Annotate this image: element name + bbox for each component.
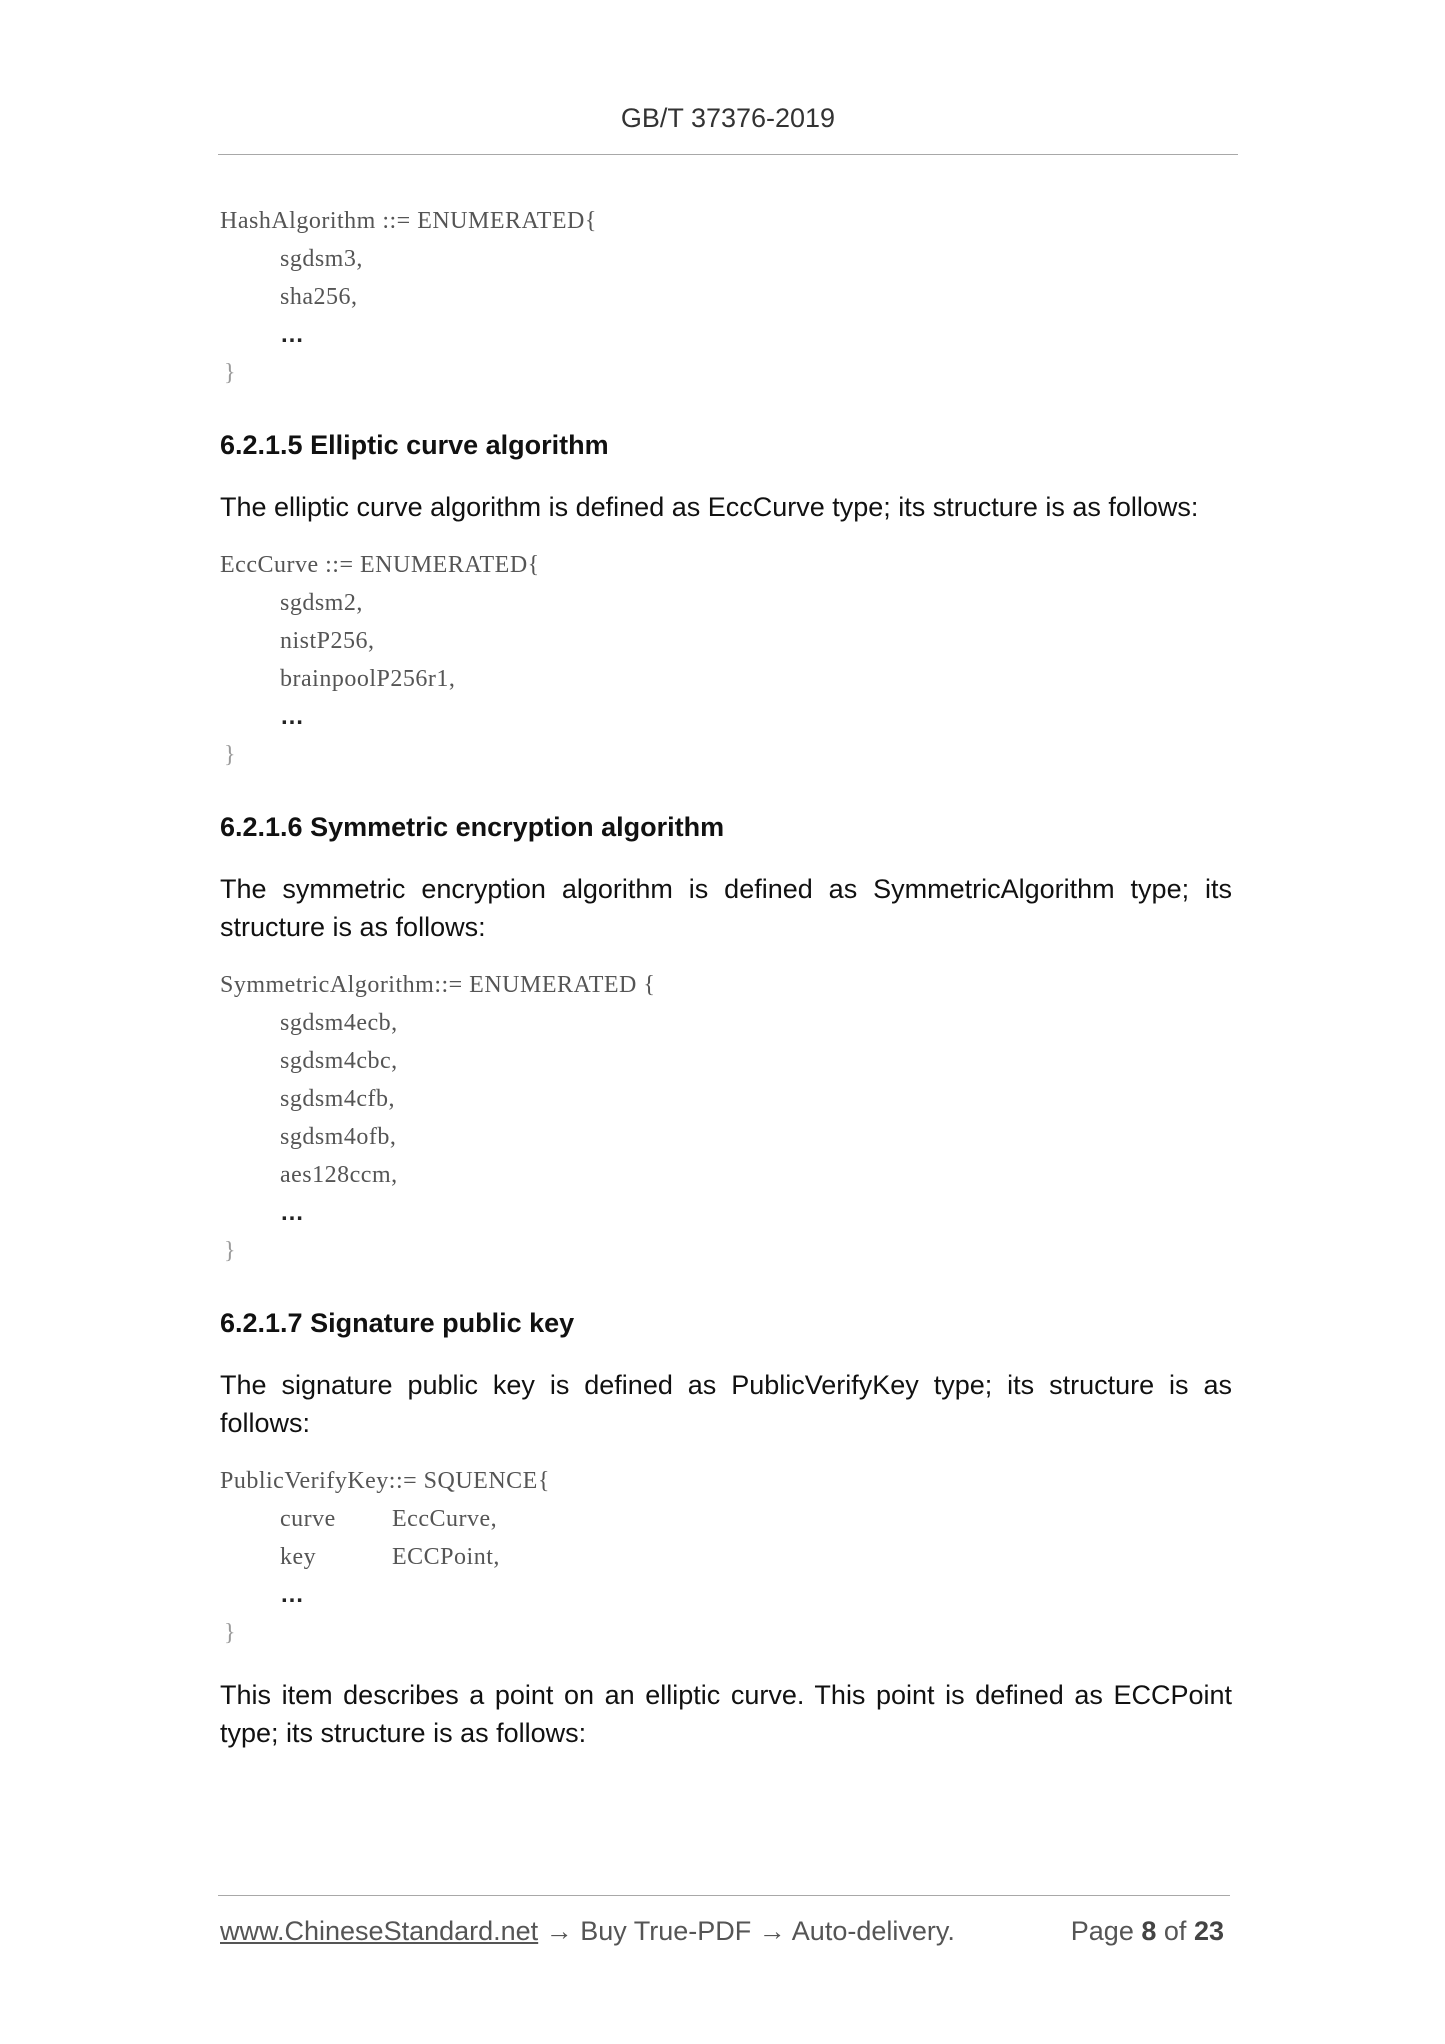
- hash-algorithm-code: [220, 202, 1232, 392]
- section-heading: 6.2.1.7 Signature public key: [220, 1308, 575, 1338]
- code-item: sgdsm4cbc,: [280, 1048, 398, 1074]
- code-field: [220, 1538, 1232, 1576]
- code-item: sgdsm4ofb,: [280, 1124, 397, 1150]
- code-item: sgdsm3,: [280, 246, 363, 272]
- code-item: sgdsm4ecb,: [280, 1010, 398, 1036]
- code-item: sha256,: [280, 284, 358, 310]
- arrow-icon: →: [545, 1916, 573, 1946]
- code-close-brace: }: [224, 1620, 237, 1646]
- code-declaration: EccCurve ::= ENUMERATED{: [220, 552, 540, 578]
- code-declaration: HashAlgorithm ::= ENUMERATED{: [220, 208, 597, 234]
- ecc-curve-code: [220, 546, 1232, 774]
- buy-text: Buy True-PDF: [580, 1916, 752, 1946]
- field-type: ECCPoint,: [392, 1544, 500, 1570]
- code-field: [220, 1500, 1232, 1538]
- of-label: of: [1163, 1916, 1187, 1946]
- code-close-brace: }: [224, 1238, 237, 1264]
- code-item: brainpoolP256r1,: [280, 666, 456, 692]
- field-type: EccCurve,: [392, 1506, 498, 1532]
- code-declaration: SymmetricAlgorithm::= ENUMERATED {: [220, 972, 656, 998]
- field-name: curve: [280, 1506, 336, 1532]
- page-number: 8: [1141, 1916, 1157, 1946]
- website-link[interactable]: www.ChineseStandard.net: [220, 1916, 539, 1946]
- header-divider: [218, 154, 1238, 155]
- delivery-text: Auto-delivery.: [791, 1916, 955, 1946]
- code-ellipsis: …: [280, 321, 306, 348]
- arrow-icon: →: [758, 1916, 786, 1946]
- section-paragraph: This item describes a point on an elliptic curve. This point is defined as ECCPoint type; its structure is as follows:: [220, 1680, 1232, 1748]
- page-indicator: [1071, 1912, 1224, 1950]
- code-item: sgdsm4cfb,: [280, 1086, 395, 1112]
- section-paragraph: The signature public key is defined as PublicVerifyKey type; its structure is as follows:: [220, 1370, 1232, 1438]
- page-content: [220, 202, 1232, 1772]
- code-item: aes128ccm,: [280, 1162, 398, 1188]
- footer-divider: [218, 1895, 1230, 1896]
- section-paragraph: The symmetric encryption algorithm is defined as SymmetricAlgorithm type; its structure is as follows:: [220, 874, 1232, 942]
- section-paragraph: The elliptic curve algorithm is defined as EccCurve type; its structure is as follows:: [220, 492, 1199, 522]
- page-footer: [220, 1912, 1232, 1950]
- code-item: sgdsm2,: [280, 590, 363, 616]
- code-close-brace: }: [224, 742, 237, 768]
- code-ellipsis: …: [280, 1199, 306, 1226]
- page-header: GB/T 37376-2019: [620, 103, 836, 133]
- code-ellipsis: …: [280, 703, 306, 730]
- page-total: 23: [1193, 1916, 1224, 1946]
- code-declaration: PublicVerifyKey::= SQUENCE{: [220, 1468, 550, 1494]
- code-ellipsis: …: [280, 1581, 306, 1608]
- code-close-brace: }: [224, 360, 237, 386]
- symmetric-algorithm-code: [220, 966, 1232, 1270]
- section-heading: 6.2.1.6 Symmetric encryption algorithm: [220, 812, 725, 842]
- page-label: Page: [1070, 1916, 1134, 1946]
- field-name: key: [280, 1544, 317, 1570]
- code-item: nistP256,: [280, 628, 375, 654]
- section-heading: 6.2.1.5 Elliptic curve algorithm: [220, 430, 609, 460]
- public-verify-key-code: [220, 1462, 1232, 1652]
